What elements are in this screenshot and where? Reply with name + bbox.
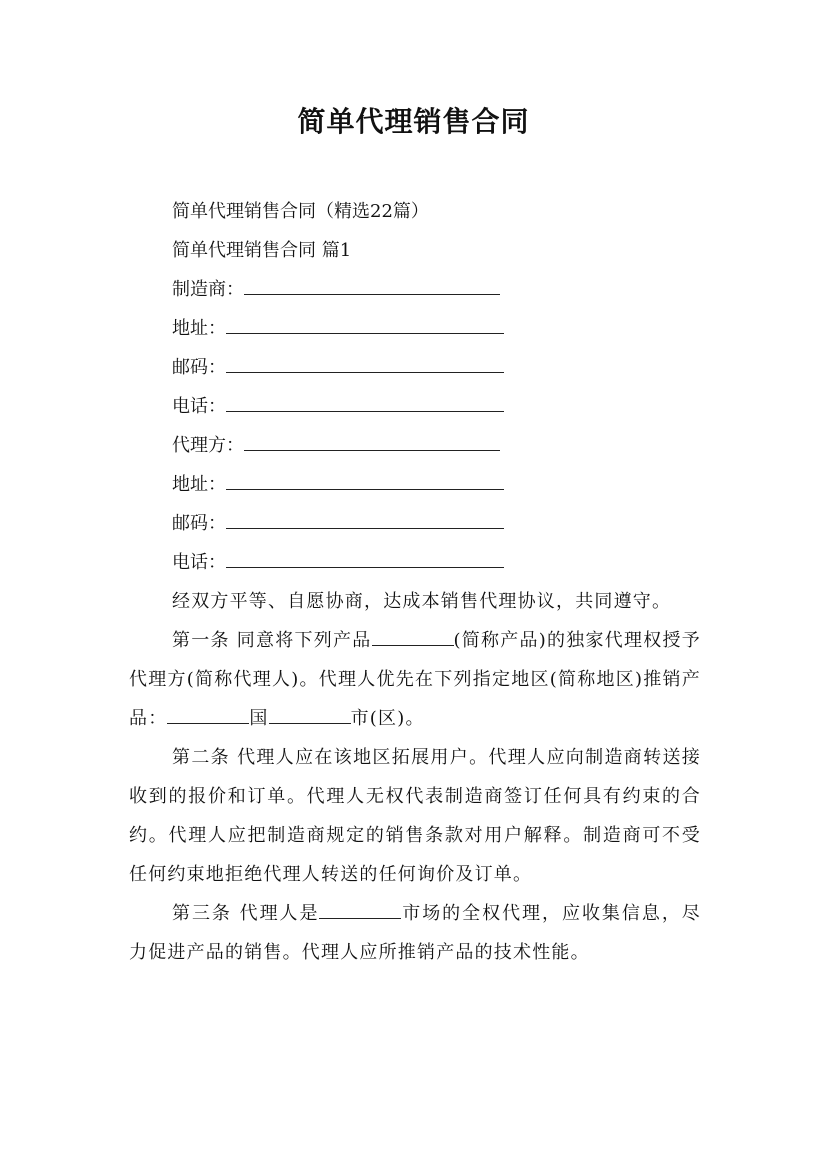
field-agent-postcode xyxy=(129,504,701,543)
field-postcode xyxy=(129,348,701,387)
fill-line[interactable] xyxy=(226,544,504,568)
blank-product[interactable] xyxy=(372,625,454,646)
blank-city[interactable] xyxy=(269,703,351,724)
article-1 xyxy=(129,621,701,738)
field-phone xyxy=(129,387,701,426)
fill-line[interactable] xyxy=(244,427,500,451)
article-3 xyxy=(129,894,701,972)
document-body xyxy=(129,192,701,972)
intro-paragraph: 经双方平等、自愿协商，达成本销售代理协议，共同遵守。 xyxy=(172,591,672,612)
field-label: 邮码： xyxy=(172,513,226,534)
fill-line[interactable] xyxy=(226,310,504,334)
section-heading: 简单代理销售合同 篇1 xyxy=(172,240,352,261)
fill-line[interactable] xyxy=(226,505,504,529)
field-label: 地址： xyxy=(172,318,226,339)
fill-line[interactable] xyxy=(226,349,504,373)
document-subtitle: 简单代理销售合同（精选22篇） xyxy=(172,201,429,222)
fill-line[interactable] xyxy=(244,271,500,295)
field-label: 地址： xyxy=(172,474,226,495)
blank-market[interactable] xyxy=(319,898,401,919)
field-agent-phone xyxy=(129,543,701,582)
article-1-text: 国 xyxy=(249,708,269,729)
article-2: 第二条 代理人应在该地区拓展用户。代理人应向制造商转送接收到的报价和订单。代理人无权代表制造商签订任何具有约束的合约。代理人应把制造商规定的销售条款对用户解释。制造商可不受任何约束地拒绝代理人转送的任何询价及订单。 xyxy=(129,747,701,885)
article-1-text: 市(区)。 xyxy=(350,708,425,729)
fill-line[interactable] xyxy=(226,388,504,412)
field-manufacturer xyxy=(129,270,701,309)
field-label: 电话： xyxy=(172,396,226,417)
field-agent xyxy=(129,426,701,465)
field-agent-address xyxy=(129,465,701,504)
fill-line[interactable] xyxy=(226,466,504,490)
document-title: 简单代理销售合同 xyxy=(297,105,530,138)
field-address xyxy=(129,309,701,348)
article-1-text: (简称产品)的独家代理权授予代理方(简称代理人)。代理人优先在下列指定地区(简称地区)推销产品： xyxy=(129,630,702,729)
article-3-text: 市场的全权代理，应收集信息，尽力促进产品的销售。代理人应所推销产品的技术性能。 xyxy=(129,903,701,963)
field-label: 制造商： xyxy=(172,279,244,300)
field-label: 电话： xyxy=(172,552,226,573)
field-label: 邮码： xyxy=(172,357,226,378)
article-1-text: 第一条 同意将下列产品 xyxy=(172,630,372,651)
article-3-text: 第三条 代理人是 xyxy=(172,903,320,924)
field-label: 代理方： xyxy=(172,435,244,456)
blank-country[interactable] xyxy=(167,703,249,724)
